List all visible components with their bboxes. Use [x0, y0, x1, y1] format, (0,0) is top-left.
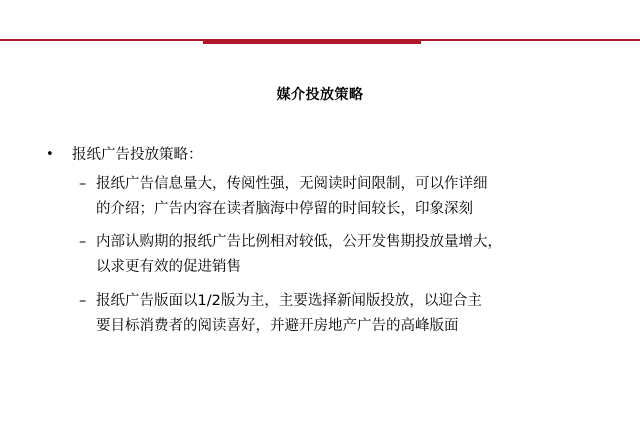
sub-item	[79, 289, 619, 339]
sub-item	[79, 230, 619, 280]
sub-item	[79, 172, 619, 222]
bullet-marker: •	[46, 147, 54, 162]
dash-marker: –	[79, 234, 87, 250]
sub-item-line: 要目标消费者的阅读喜好，并避开房地产广告的高峰版面	[96, 318, 459, 334]
dash-marker: –	[79, 176, 87, 192]
sub-item-line: 的介绍；广告内容在读者脑海中停留的时间较长，印象深刻	[96, 201, 473, 217]
dash-marker: –	[79, 293, 87, 309]
sub-item-line: 报纸广告信息量大，传阅性强，无阅读时间限制，可以作详细	[96, 176, 488, 192]
slide-title: 媒介投放策略	[276, 87, 364, 103]
bullet-heading: 报纸广告投放策略：	[72, 147, 203, 163]
header-rule-accent	[203, 39, 421, 44]
sub-item-line: 报纸广告版面以1/2版为主，主要选择新闻版投放，以迎合主	[96, 293, 482, 309]
sub-item-line: 以求更有效的促进销售	[96, 259, 241, 275]
sub-item-line: 内部认购期的报纸广告比例相对较低，公开发售期投放量增大，	[96, 234, 502, 250]
